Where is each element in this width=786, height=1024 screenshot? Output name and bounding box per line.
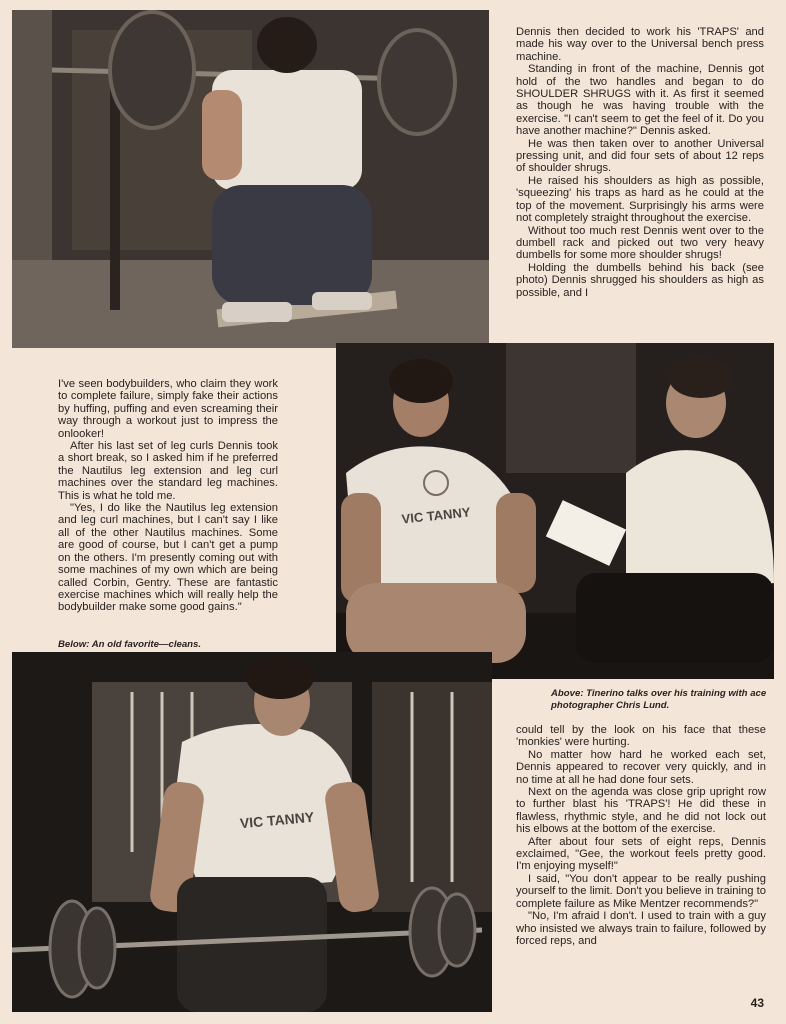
article-column-bottom-right: [516, 724, 766, 947]
paragraph: Dennis then decided to work his 'TRAPS' and made his way over to the Universal bench press machine.: [516, 26, 764, 63]
caption-below: Below: An old favorite—cleans.: [58, 639, 202, 650]
article-column-left: [58, 378, 278, 614]
paragraph: After his last set of leg curls Dennis took a short break, so I asked him if he preferred the Nautilus leg extension and leg curl machines over the standard leg machines. This is what he told me.: [58, 440, 278, 502]
article-column-top-right: [516, 26, 764, 299]
paragraph: I've seen bodybuilders, who claim they work to complete failure, simply fake their actions by huffing, puffing and even screaming their way through a workout just to impress the onlooker!: [58, 378, 278, 440]
caption-above: Above: Tinerino talks over his training with ace photographer Chris Lund.: [551, 688, 767, 711]
photo-cleans: [12, 652, 492, 1012]
paragraph: Holding the dumbells behind his back (see photo) Dennis shrugged his shoulders as high as possible, and I: [516, 261, 764, 299]
paragraph: He raised his shoulders as high as possible, 'squeezing' his traps as hard as he could at the top of the movement. Surprisingly his arms were not completely straight throughout the exercise.: [516, 174, 764, 225]
paragraph: "Yes, I do like the Nautilus leg extension and leg curl machines, but I can't say I like all of the other Nautilus machines. Some are good of course, but I can't get a pump on the others. I'm presently coming out with some machines of my own which are being called Corbin, Gentry. These are fantastic exercise machines which will really help the bodybuilder make some good gains.": [58, 502, 278, 614]
paragraph: Without too much rest Dennis went over to the dumbell rack and picked out two very heavy dumbells for some more shoulder shrugs!: [516, 224, 764, 262]
paragraph: Standing in front of the machine, Dennis got hold of the two handles and began to do SHOULDER SHRUGS with it. As first it seemed as though he was having trouble with the exercise. "I can't seem to get the feel of it. Do you have another machine?" Dennis asked.: [516, 63, 764, 138]
paragraph: "No, I'm afraid I don't. I used to train with a guy who insisted we always train to failure, followed by forced reps, and: [516, 910, 766, 947]
paragraph: could tell by the look on his face that these 'monkies' were hurting.: [516, 724, 766, 749]
photo-squat: [12, 10, 489, 348]
paragraph: No matter how hard he worked each set, Dennis appeared to recover very quickly, and in no time at all he had done four sets.: [516, 748, 766, 786]
shirt-logo: VIC TANNY: [239, 808, 315, 832]
photo-interview: [336, 343, 774, 679]
paragraph: After about four sets of eight reps, Dennis exclaimed, "Gee, the workout feels pretty good. I'm enjoying myself!": [516, 835, 766, 873]
paragraph: He was then taken over to another Universal pressing unit, and did four sets of about 12 reps of shoulder shrugs.: [516, 137, 764, 175]
paragraph: I said, "You don't appear to be really pushing yourself to the limit. Don't you believe in training to complete failure as Mike Mentzer recommends?": [516, 872, 766, 910]
shirt-logo: VIC TANNY: [400, 504, 472, 527]
paragraph: Next on the agenda was close grip upright row to further blast his 'TRAPS'! He did these in flawless, rhythmic style, and he did not lock out his elbows at the bottom of the exercise.: [516, 786, 766, 836]
page-number: 43: [750, 996, 764, 1010]
